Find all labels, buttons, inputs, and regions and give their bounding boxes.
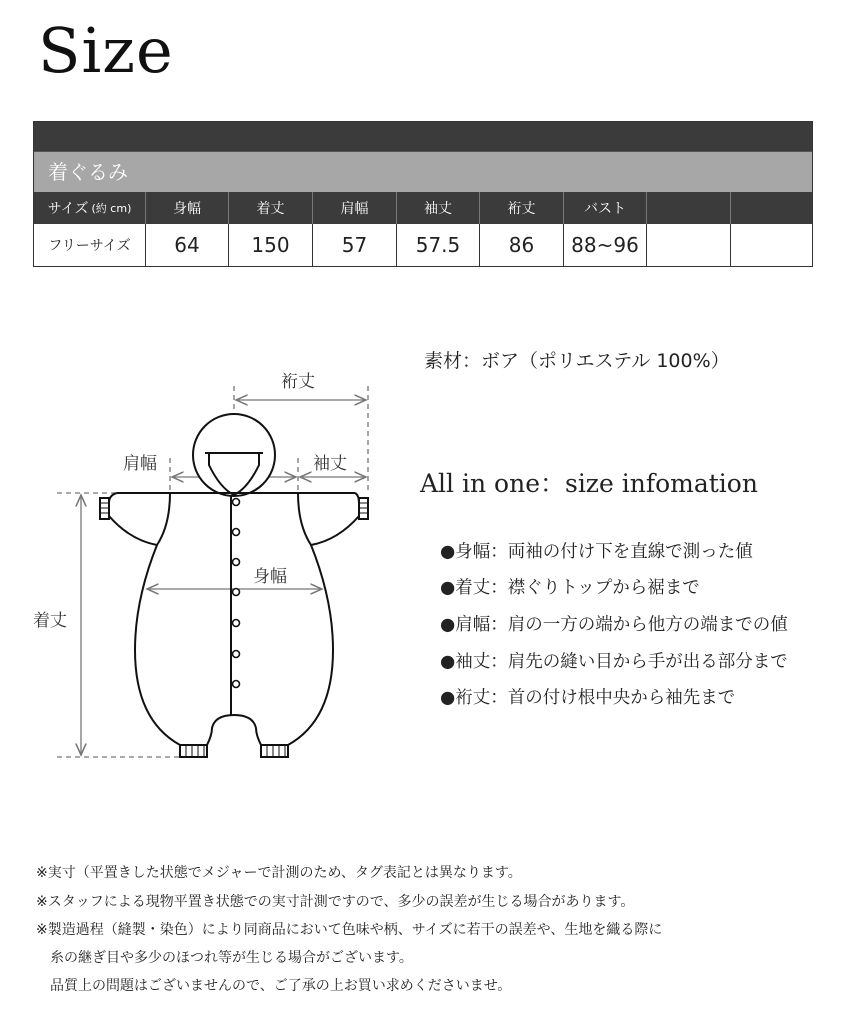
value-cell: 64 [146,224,229,266]
header-cell: 身幅 [146,192,229,224]
label-sodetake: 袖丈 [313,454,347,474]
size-info-title: All in one：size infomation [420,469,758,498]
size-cell: フリーサイズ [34,224,146,266]
buttons [233,499,240,688]
note-line: ※スタッフによる現物平置き状態での実寸計測ですので、多少の誤差が生じる場合があります。 [36,894,635,910]
value-cell: 57 [313,224,397,266]
header-cell: バスト [564,192,647,224]
definition-item: ●袖丈：肩先の縫い目から手が出る部分まで [440,652,788,672]
header-cell: 裄丈 [480,192,564,224]
header-size-label: サイズ [47,201,89,217]
value-cell: 57.5 [397,224,480,266]
note-line: 糸の継ぎ目や多少のほつれ等が生じる場合がございます。 [36,950,413,966]
label-mihaba: 身幅 [253,567,287,587]
note-line: 品質上の問題はございませんので、ご了承の上お買い求めくださいませ。 [36,978,512,994]
definition-item: ●着丈：襟ぐりトップから裾まで [440,578,700,598]
header-cell: 着丈 [229,192,313,224]
page-title: Size [38,14,174,87]
label-yuki: 裄丈 [281,372,315,392]
value-cell: 88~96 [564,224,647,266]
header-cell: 肩幅 [313,192,397,224]
label-katahaba: 肩幅 [123,454,157,474]
definition-item: ●身幅：両袖の付け下を直線で測った値 [440,542,753,562]
header-unit: (約 cm) [91,202,132,215]
header-cell: 袖丈 [397,192,480,224]
table-category: 着ぐるみ [34,151,812,192]
value-cell: 150 [229,224,313,266]
label-kitake: 着丈 [33,611,67,631]
note-line: ※実寸（平置きした状態でメジャーで計測のため、タグ表記とは異なります。 [36,865,522,881]
value-cell: 86 [480,224,564,266]
note-line: ※製造過程（縫製・染色）により同商品において色味や柄、サイズに若干の誤差や、生地を織る際に [36,922,663,938]
material-text: 素材：ボア（ポリエステル 100%） [424,350,730,372]
definition-item: ●裄丈：首の付け根中央から袖先まで [440,688,736,708]
definition-item: ●肩幅：肩の一方の端から他方の端までの値 [440,615,788,635]
